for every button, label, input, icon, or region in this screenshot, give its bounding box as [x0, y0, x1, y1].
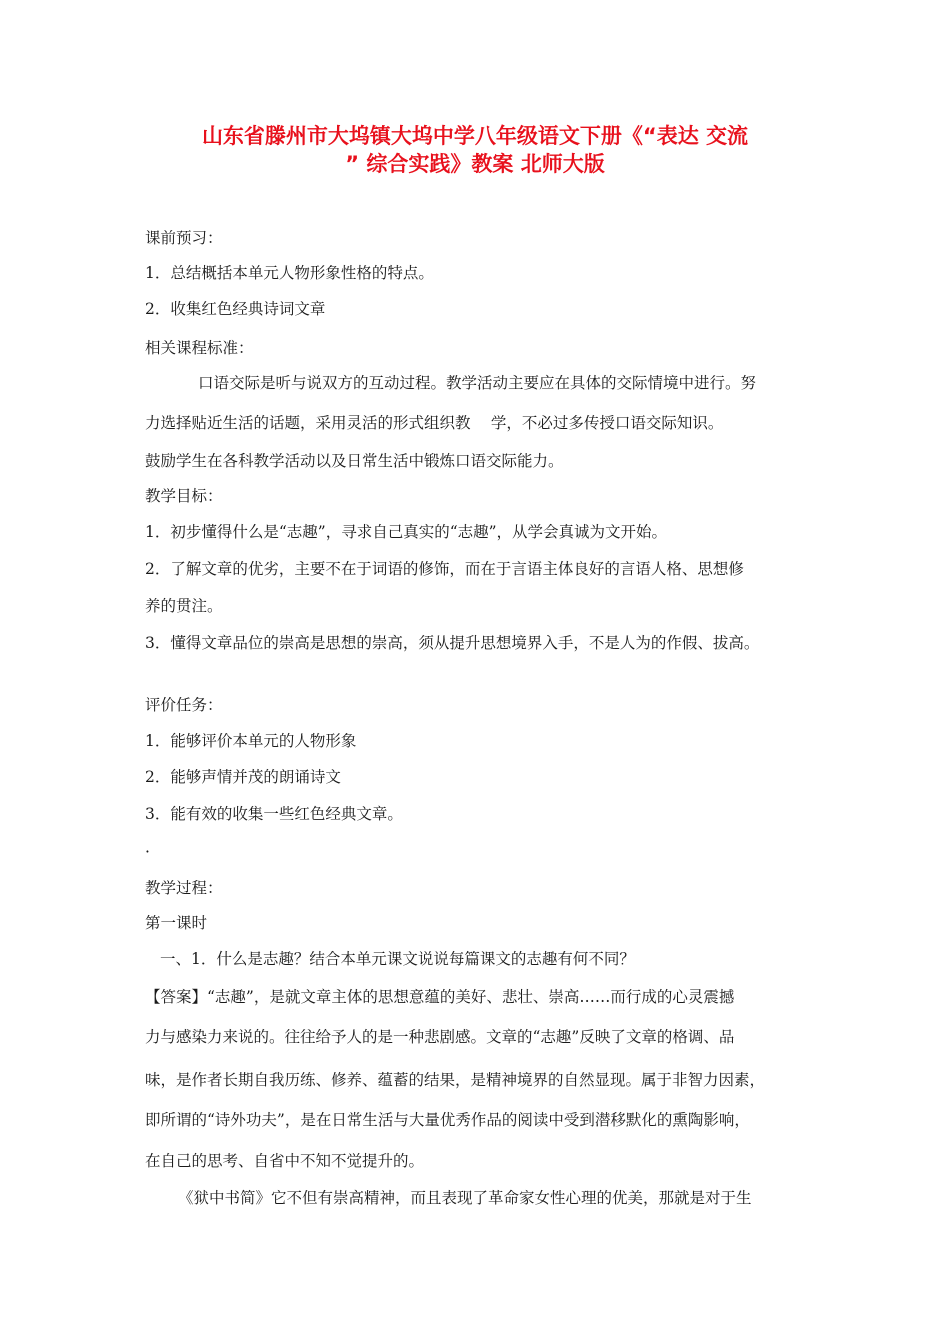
paragraph-line: 鼓励学生在各科教学活动以及日常生活中锻炼口语交际能力。: [145, 452, 564, 470]
paragraph-line: 在自己的思考、自省中不知不觉提升的。: [145, 1152, 425, 1170]
title-line-2: ” 综合实践》教案 北师大版: [345, 152, 605, 176]
paragraph-line: 1．能够评价本单元的人物形象: [145, 732, 357, 750]
paragraph-line: 1．初步懂得什么是“志趣”，寻求自己真实的“志趣”，从学会真诚为文开始。: [145, 523, 668, 541]
paragraph-line: 3．能有效的收集一些红色经典文章。: [145, 805, 403, 823]
section-heading-process: 教学过程：: [145, 879, 223, 897]
paragraph-line: 养的贯注。: [145, 597, 223, 615]
section-heading-preview: 课前预习：: [145, 229, 223, 247]
question-line: 一、1．什么是志趣？结合本单元课文说说每篇课文的志趣有何不同？: [160, 950, 635, 968]
subsection-heading: 第一课时: [145, 914, 208, 932]
paragraph-line: 《狱中书简》它不但有崇高精神，而且表现了革命家女性心理的优美，那就是对于生: [178, 1189, 752, 1207]
section-heading-evaluation: 评价任务：: [145, 696, 223, 714]
section-heading-goals: 教学目标：: [145, 487, 223, 505]
section-heading-standards: 相关课程标准：: [145, 339, 254, 357]
paragraph-line: 3．懂得文章品位的崇高是思想的崇高，须从提升思想境界入手，不是人为的作假、拔高。: [145, 634, 760, 652]
paragraph-line: 2．能够声情并茂的朗诵诗文: [145, 768, 341, 786]
paragraph-line: 1．总结概括本单元人物形象性格的特点。: [145, 264, 434, 282]
paragraph-line: 口语交际是听与说双方的互动过程。教学活动主要应在具体的交际情境中进行。努: [198, 374, 757, 392]
paragraph-line: 力与感染力来说的。往往给予人的是一种悲剧感。文章的“志趣”反映了文章的格调、品: [145, 1028, 735, 1046]
paragraph-line: 2．了解文章的优劣，主要不在于词语的修饰，而在于言语主体良好的言语人格、思想修: [145, 560, 744, 578]
paragraph-line: 2．收集红色经典诗词文章: [145, 300, 326, 318]
paragraph-line: 力选择贴近生活的话题，采用灵活的形式组织教 学，不必过多传授口语交际知识。: [145, 414, 724, 432]
bullet-dot: ·: [145, 843, 150, 861]
document-title: [150, 122, 800, 178]
answer-line: 【答案】“志趣”，是就文章主体的思想意蕴的美好、悲壮、崇高……而行成的心灵震撼: [145, 988, 735, 1006]
title-line-1: 山东省滕州市大坞镇大坞中学八年级语文下册《“表达 交流: [201, 124, 749, 148]
paragraph-line: 即所谓的“诗外功夫”，是在日常生活与大量优秀作品的阅读中受到潜移默化的熏陶影响，: [145, 1111, 750, 1129]
paragraph-line: 味，是作者长期自我历练、修养、蕴蓄的结果，是精神境界的自然显现。属于非智力因素，: [145, 1071, 766, 1089]
